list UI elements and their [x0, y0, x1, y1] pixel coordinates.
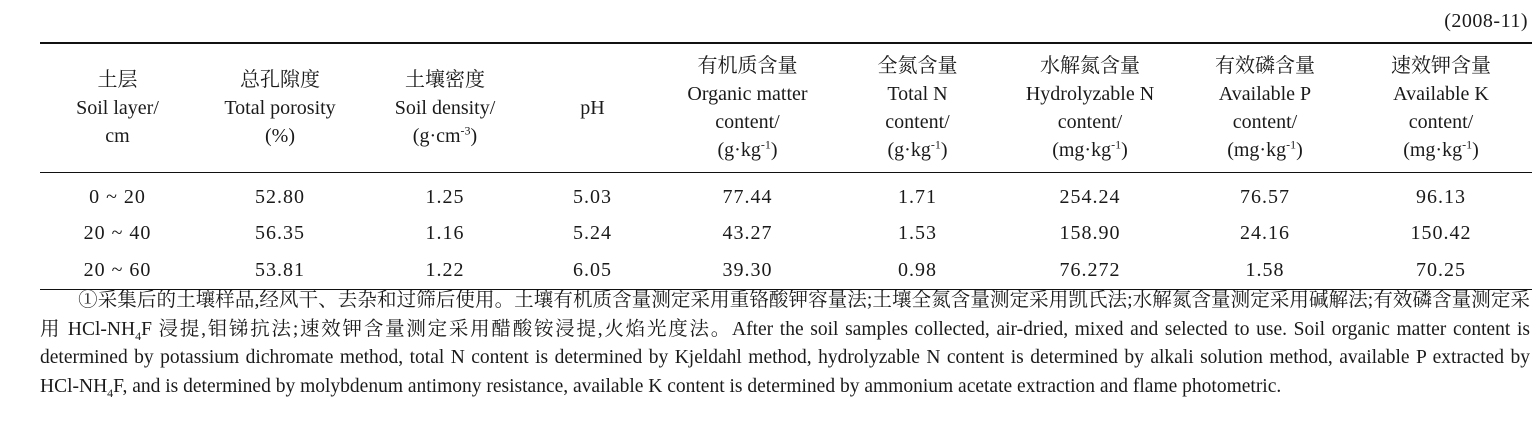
header-soil-layer: 土层 Soil layer/ cm [40, 43, 195, 173]
cell-available-k: 150.42 [1410, 222, 1472, 244]
cell-available-p: 1.58 [1180, 252, 1350, 290]
header-available-k: 速效钾含量 Available K content/ $(mg\cdot kg^{-1})$ [1350, 43, 1532, 173]
header-available-p: 有效磷含量 Available P content/ $(mg\cdot kg^{-1})$ [1180, 43, 1350, 173]
table-footnote: ①采集后的土壤样品,经风干、去杂和过筛后使用。土壤有机质含量测定采用重铬酸钾容量法;土壤全氮含量测定采用凯氏法;水解氮含量测定采用碱解法;有效磷含量测定采用 HCl-$NH_4F$ 浸提,钼锑抗法;速效钾含量测定采用醋酸铵浸提,火焰光度法。After the soil samples collected, air-dried, mixed and selected to use. Soil organic matter content is determined by potassium dichromate method, total N content is determined by Kjeldahl method, hydrolyzable N content is determined by alkali solution method, available P extracted by HCl-$NH_4F$, and is determined by molybdenum antimony resistance, available K content is determined by ammonium acetate extraction and flame photometric. [40, 290, 1530, 400]
cell-hydrolyzable-n: 158.90 [1059, 222, 1121, 244]
table-header [40, 43, 1532, 173]
cell-hydrolyzable-n: 254.24 [1059, 185, 1121, 208]
table-body [40, 173, 1532, 290]
cell-ph: 5.24 [573, 222, 612, 244]
cell-soil-layer: 20 ~ 40 [83, 222, 152, 244]
cell-total-n: 1.53 [898, 222, 937, 244]
cell-soil-density: 1.25 [425, 185, 465, 208]
cell-organic-matter: 39.30 [660, 252, 835, 290]
cell-available-p: 24.16 [1240, 222, 1290, 244]
header-total-n: 全氮含量 Total N content/ $(g\cdot kg^{-1})$ [835, 43, 1000, 173]
table-row [40, 252, 1532, 290]
header-organic-matter: 有机质含量 Organic matter content/ $(g\cdot kg^{-1})$ [660, 43, 835, 173]
header-ph: pH [525, 43, 660, 173]
cell-organic-matter: 43.27 [722, 222, 773, 244]
cell-organic-matter: 77.44 [722, 185, 773, 208]
cell-total-porosity: 52.80 [255, 185, 305, 208]
cell-soil-density: 1.22 [365, 252, 525, 290]
table-row [40, 215, 1532, 252]
cell-soil-layer: 0 ~ 20 [89, 185, 146, 208]
cell-available-p: 76.57 [1240, 185, 1290, 208]
header-hydrolyzable-n: 水解氮含量 Hydrolyzable N content/ $(mg\cdot kg^{-1})$ [1000, 43, 1180, 173]
cell-ph: 5.03 [573, 185, 612, 208]
cell-total-porosity: 56.35 [255, 222, 305, 244]
cell-total-n: 0.98 [835, 252, 1000, 290]
cell-ph: 6.05 [525, 252, 660, 290]
soil-properties-table [40, 42, 1532, 290]
table-row [40, 173, 1532, 216]
cell-available-k: 96.13 [1416, 185, 1466, 208]
cell-soil-layer: 20 ~ 60 [40, 252, 195, 290]
cell-total-n: 1.71 [898, 185, 937, 208]
cell-soil-density: 1.16 [425, 222, 465, 244]
cell-available-k: 70.25 [1350, 252, 1532, 290]
cell-hydrolyzable-n: 76.272 [1000, 252, 1180, 290]
header-total-porosity: 总孔隙度 Total porosity (%) [195, 43, 365, 173]
header-soil-density: 土壤密度 Soil density/ $(g\cdot cm^{-3})$ [365, 43, 525, 173]
table-date-label: (2008-11) [1444, 10, 1528, 32]
cell-total-porosity: 53.81 [195, 252, 365, 290]
